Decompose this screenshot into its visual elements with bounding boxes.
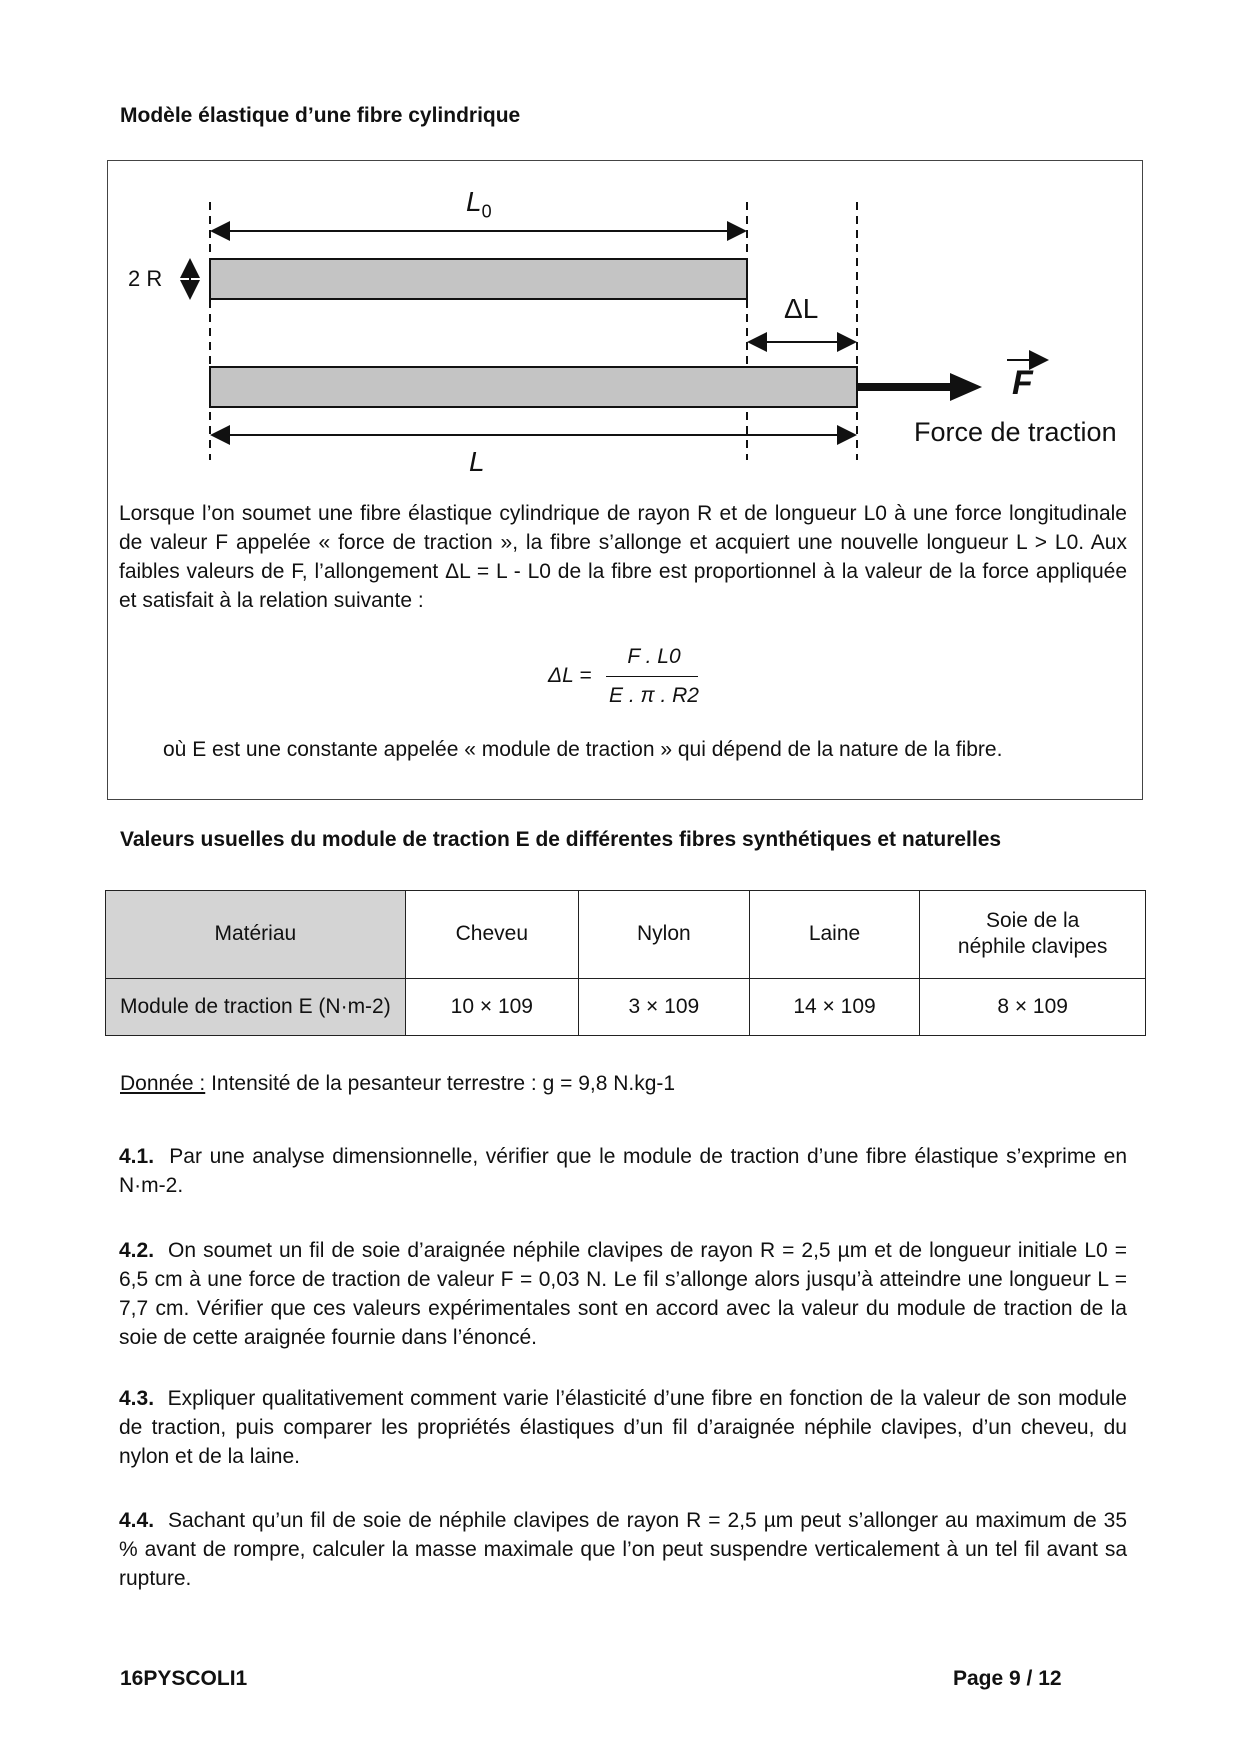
label-force-vector: F [1012, 364, 1033, 402]
force-arrow-head [950, 373, 982, 401]
table-header-cell: Matériau [106, 891, 406, 979]
formula-lhs: ΔL = [548, 664, 592, 687]
question-text: Expliquer qualitativement comment varie l’élasticité d’une fibre en fonction de la valeur de son module de traction, puis comparer les propriétés élastiques d’un fil d’araignée néphile clavipes, d’un cheveu, du nylon et de la laine. [119, 1387, 1127, 1468]
question-text: Sachant qu’un fil de soie de néphile clavipes de rayon R = 2,5 µm peut s’allonger au maximum de 35 % avant de rompre, calculer la masse maximale que l’on peut suspendre verticalement à un tel fil avant sa rupture. [119, 1509, 1127, 1590]
footer-code: 16PYSCOLI1 [120, 1667, 248, 1690]
label-2r: 2 R [128, 266, 163, 291]
table-cell: 3 × 109 [578, 978, 749, 1035]
formula-denominator: E . π . R2 [609, 684, 699, 707]
question-4-4 [119, 1506, 1127, 1593]
question-text: On soumet un fil de soie d’araignée néphile clavipes de rayon R = 2,5 µm et de longueur initiale L0 = 6,5 cm à une force de traction de valeur F = 0,03 N. Le fil s’allonge alors jusqu’à atteindre une longueur L = 7,7 cm. Vérifier que ces valeurs expérimentales sont en accord avec la valeur du module de traction de la soie de cette araignée fournie dans l’énoncé. [119, 1239, 1127, 1349]
donnee-text: Intensité de la pesanteur terrestre : g = 9,8 N.kg-1 [211, 1072, 676, 1095]
table-header-row [106, 891, 1146, 979]
label-l: L [469, 446, 485, 477]
module-table [105, 890, 1146, 1036]
formula-numerator: F . L0 [627, 645, 681, 668]
question-number: 4.2. [119, 1239, 155, 1262]
table-cell: 14 × 109 [749, 978, 920, 1035]
table-cell: 10 × 109 [405, 978, 578, 1035]
table-row-label: Module de traction E (N·m-2) [106, 978, 406, 1035]
table-header-cell: Nylon [578, 891, 749, 979]
label-force-traction: Force de traction [914, 417, 1117, 447]
question-4-2 [119, 1236, 1127, 1352]
model-paragraph-text: Lorsque l’on soumet une fibre élastique cylindrique de rayon R et de longueur L0 à une force longitudinale de valeur F appelée « force de traction », la fibre s’allonge et acquiert une nouvelle longueur L > L0. Aux faibles valeurs de F, l’allongement ΔL = L - L0 de la fibre est proportionnel à la valeur de la force appliquée et satisfait à la relation suivante : [119, 502, 1127, 612]
label-delta-l: ΔL [784, 293, 819, 324]
table-header-cell: Laine [749, 891, 920, 979]
fiber-diagram [107, 160, 1143, 460]
fiber-stretched [210, 367, 857, 407]
table-header-cell: Cheveu [405, 891, 578, 979]
label-l0: $L_0$ [466, 186, 492, 222]
table-row [106, 978, 1146, 1035]
donnee-label: Donnée : [120, 1072, 206, 1095]
question-text: Par une analyse dimensionnelle, vérifier que le module de traction d’une fibre élastique s’exprime en N·m-2. [119, 1145, 1127, 1197]
question-4-3 [119, 1384, 1127, 1471]
formula-fraction-bar [606, 676, 698, 677]
donnee-line [120, 1072, 675, 1096]
question-number: 4.3. [119, 1387, 155, 1410]
table-cell: 8 × 109 [920, 978, 1146, 1035]
question-4-1 [119, 1142, 1127, 1200]
section-title: Modèle élastique d’une fibre cylindrique [120, 104, 521, 127]
formula-explanation: où E est une constante appelée « module de traction » qui dépend de la nature de la fibre. [163, 738, 1003, 761]
question-number: 4.4. [119, 1509, 155, 1532]
footer-page: Page 9 / 12 [953, 1667, 1062, 1690]
question-number: 4.1. [119, 1145, 155, 1168]
table-header-cell: Soie de la néphile clavipes [920, 891, 1146, 979]
model-paragraph [119, 499, 1127, 615]
table-title: Valeurs usuelles du module de traction E de différentes fibres synthétiques et naturelles [120, 828, 1002, 851]
fiber-initial [210, 259, 747, 299]
